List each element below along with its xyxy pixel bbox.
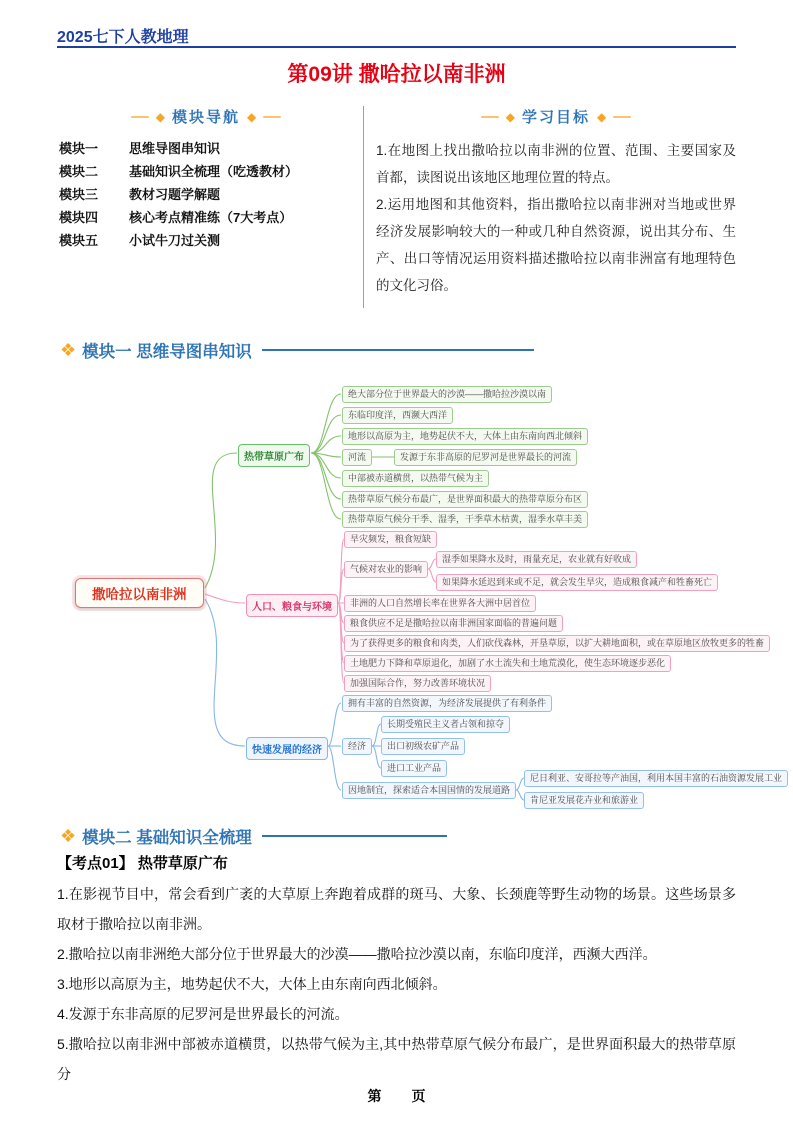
mindmap-leaf: 地形以高原为主，地势起伏不大，大体上由东南向西北倾斜 xyxy=(342,428,588,445)
mindmap-node-climate: 气候对农业的影响 xyxy=(344,561,428,578)
header-divider xyxy=(57,46,736,48)
mindmap-leaf: 进口工业产品 xyxy=(381,760,447,777)
nav-item-module3 xyxy=(59,183,355,206)
mindmap-leaf: 湿季如果降水及时，雨量充足，农业就有好收成 xyxy=(436,551,637,568)
section-module2-title: 模块二 基础知识全梳理 xyxy=(82,829,252,847)
mindmap-leaf: 粮食供应不足是撒哈拉以南非洲国家面临的普遍问题 xyxy=(344,615,563,632)
section-module1-heading xyxy=(60,338,534,362)
decor-line xyxy=(263,116,281,118)
mindmap-leaf: 拥有丰富的自然资源，为经济发展提供了有利条件 xyxy=(342,695,552,712)
mindmap-leaf: 旱灾频发，粮食短缺 xyxy=(344,531,437,548)
course-label: 2025七下人教地理 xyxy=(57,29,189,46)
body-paragraph: 1.在影视节目中，常会看到广袤的大草原上奔跑着成群的斑马、大象、长颈鹿等野生动物的场景。这些场景多取材于撒哈拉以南非洲。 xyxy=(57,886,736,932)
nav-item-label: 模块四 xyxy=(59,210,99,225)
nav-item-text: 思维导图串知识 xyxy=(129,141,221,156)
footer-label-right: 页 xyxy=(411,1088,426,1104)
diamond-icon: ◆ xyxy=(597,109,607,124)
mindmap-leaf: 加强国际合作，努力改善环境状况 xyxy=(344,675,491,692)
nav-item-module2 xyxy=(59,160,355,183)
nav-item-text: 基础知识全梳理（吃透教材） xyxy=(129,164,299,179)
learning-objectives-header xyxy=(376,106,736,127)
section-underline xyxy=(262,349,534,351)
mindmap-branch-population: 人口、粮食与环境 xyxy=(246,594,338,617)
mindmap-leaf: 绝大部分位于世界最大的沙漠——撒哈拉沙漠以南 xyxy=(342,386,552,403)
nav-item-label: 模块五 xyxy=(59,233,99,248)
mindmap-leaf: 长期受殖民主义者占领和掠夺 xyxy=(381,716,510,733)
learning-objectives-panel xyxy=(364,106,736,308)
body-paragraph: 3.地形以高原为主，地势起伏不大，大体上由东南向西北倾斜。 xyxy=(57,976,447,992)
mindmap-leaf: 热带草原气候分干季、湿季，干季草木枯黄，湿季水草丰美 xyxy=(342,511,588,528)
mindmap-leaf: 尼日利亚、安哥拉等产油国，利用本国丰富的石油资源发展工业 xyxy=(524,770,788,787)
body-paragraph: 5.撒哈拉以南非洲中部被赤道横贯，以热带气候为主,其中热带草原气候分布最广，是世界面积最大的热带草原分 xyxy=(57,1036,736,1082)
mindmap-branch-economy: 快速发展的经济 xyxy=(246,737,328,760)
mindmap-root-node: 撒哈拉以南非洲 xyxy=(75,578,204,608)
mindmap-leaf: 出口初级农矿产品 xyxy=(381,738,465,755)
page-footer xyxy=(0,1086,793,1106)
mindmap-leaf: 热带草原气候分布最广，是世界面积最大的热带草原分布区 xyxy=(342,491,588,508)
nav-item-label: 模块一 xyxy=(59,141,99,156)
mindmap-leaf: 为了获得更多的粮食和肉类，人们砍伐森林，开垦草原，以扩大耕地面积，或在草原地区放牧更多的牲畜 xyxy=(344,635,770,652)
mindmap-node-economy: 经济 xyxy=(342,738,372,755)
mindmap-leaf: 肯尼亚发展花卉业和旅游业 xyxy=(524,792,644,809)
module-nav-header xyxy=(57,106,355,127)
objective-paragraph: 1.在地图上找出撒哈拉以南非洲的位置、范围、主要国家及首都，读图说出该地区地理位置的特点。 xyxy=(376,143,736,185)
nav-item-module5 xyxy=(59,229,355,252)
mindmap-leaf: 非洲的人口自然增长率在世界各大洲中居首位 xyxy=(344,595,536,612)
learning-objectives-title: 学习目标 xyxy=(521,109,590,126)
mindmap-leaf: 如果降水延迟到来或不足，就会发生旱灾，造成粮食减产和牲畜死亡 xyxy=(436,574,718,591)
nav-item-module1 xyxy=(59,137,355,160)
decor-line xyxy=(613,116,631,118)
mindmap-leaf: 中部被赤道横贯，以热带气候为主 xyxy=(342,470,489,487)
diamond-icon: ◆ xyxy=(505,109,515,124)
module-nav-list xyxy=(57,137,355,252)
nav-item-text: 教材习题学解题 xyxy=(129,187,221,202)
mindmap-leaf: 土地肥力下降和草原退化，加剧了水土流失和土地荒漠化，使生态环境逐步恶化 xyxy=(344,655,671,672)
exam-point-heading: 【考点01】 热带草原广布 xyxy=(57,855,228,872)
nav-item-label: 模块二 xyxy=(59,164,99,179)
mindmap-branch-savanna: 热带草原广布 xyxy=(238,444,310,467)
nav-item-text: 小试牛刀过关测 xyxy=(129,233,221,248)
nav-item-module4 xyxy=(59,206,355,229)
mindmap-leaf: 东临印度洋，西濒大西洋 xyxy=(342,407,453,424)
diamond-icon: ◆ xyxy=(247,109,257,124)
mindmap-node-river: 河流 xyxy=(342,449,372,466)
module-nav-title: 模块导航 xyxy=(171,109,240,126)
section-underline xyxy=(262,835,447,837)
body-paragraph: 2.撒哈拉以南非洲绝大部分位于世界最大的沙漠——撒哈拉沙漠以南，东临印度洋，西濒大西洋。 xyxy=(57,946,657,962)
decor-line xyxy=(481,116,499,118)
double-diamond-icon: ❖ xyxy=(60,826,77,846)
section-module1-title: 模块一 思维导图串知识 xyxy=(82,343,252,361)
mindmap-leaf: 发源于东非高原的尼罗河是世界最长的河流 xyxy=(394,449,577,466)
section-module2-heading xyxy=(60,824,447,848)
nav-item-text: 核心考点精准练（7大考点） xyxy=(129,210,293,225)
double-diamond-icon: ❖ xyxy=(60,340,77,360)
page-title: 第09讲 撒哈拉以南非洲 xyxy=(287,63,506,86)
intro-columns xyxy=(57,106,736,308)
mindmap-node-development-path: 因地制宜，探索适合本国国情的发展道路 xyxy=(342,782,516,799)
body-paragraph: 4.发源于东非高原的尼罗河是世界最长的河流。 xyxy=(57,1006,349,1022)
exam-point-section xyxy=(57,852,736,1089)
nav-item-label: 模块三 xyxy=(59,187,99,202)
footer-label-left: 第 xyxy=(367,1088,382,1104)
objective-paragraph: 2.运用地图和其他资料，指出撒哈拉以南非洲对当地或世界经济发展影响较大的一种或几种自然资源，说出其分布、生产、出口等情况运用资料描述撒哈拉以南非洲富有地理特色的文化习俗。 xyxy=(376,197,736,293)
diamond-icon: ◆ xyxy=(155,109,165,124)
decor-line xyxy=(131,116,149,118)
module-nav-panel xyxy=(57,106,363,308)
